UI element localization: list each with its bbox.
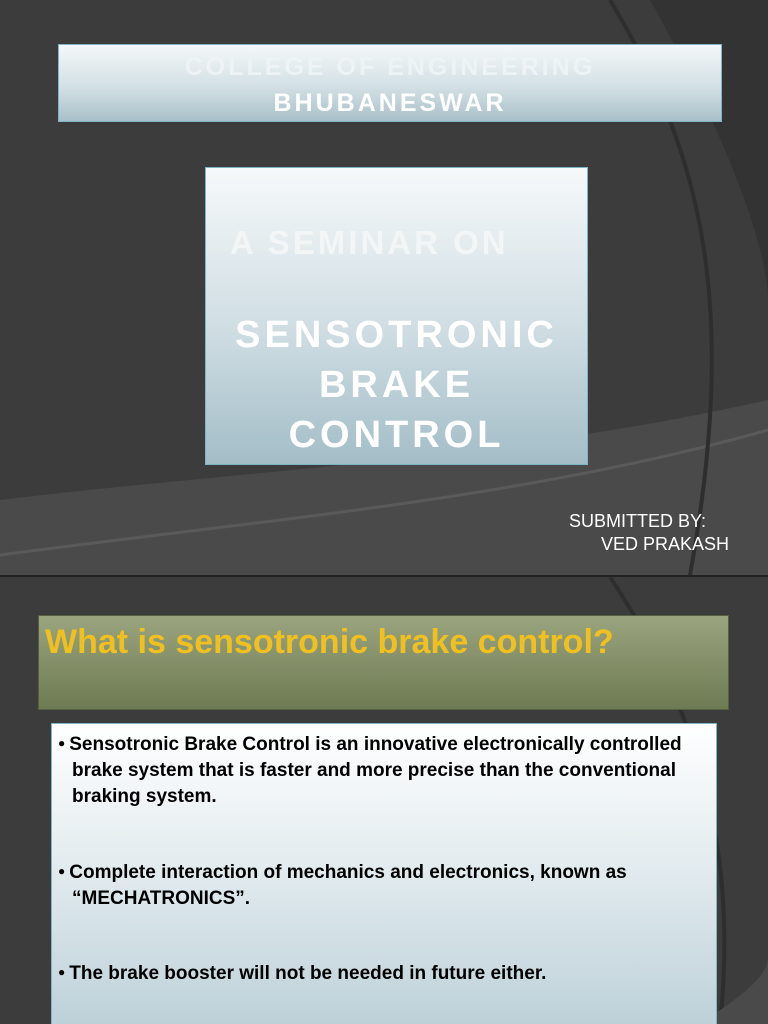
college-name-line1: COLLEGE OF ENGINEERING [184, 53, 596, 81]
college-name-line2: BHUBANESWAR [273, 89, 507, 117]
college-name-box [58, 44, 722, 122]
seminar-title-line: SENSOTRONIC [235, 314, 558, 356]
submitted-by-block [569, 510, 729, 556]
bullet-item: ● Sensotronic Brake Control is an innovative electronically controlled brake system that is faster and more precise than the conventional braking system. [58, 734, 682, 807]
seminar-title-line: CONTROL [288, 414, 505, 456]
bullet-dot-icon: ● [58, 965, 66, 979]
seminar-title-line: BRAKE [318, 364, 475, 406]
bullet-dot-icon: ● [58, 736, 66, 750]
seminar-title-box [205, 167, 588, 465]
bullet-item: ● Complete interaction of mechanics and electronics, known as “MECHATRONICS”. [58, 862, 627, 909]
slide-heading: What is sensotronic brake control? [45, 623, 614, 661]
heading-box [38, 615, 729, 710]
bullet-content-box [51, 723, 717, 1024]
seminar-title [206, 310, 587, 460]
bullet-dot-icon: ● [58, 864, 66, 878]
submitted-by-label: SUBMITTED BY: [569, 511, 707, 531]
seminar-label: A SEMINAR ON [230, 224, 509, 261]
slide-definition [0, 577, 768, 1024]
bullet-item: ● The brake booster will not be needed in future either. [58, 963, 547, 984]
submitter-name: VED PRAKASH [601, 534, 730, 554]
